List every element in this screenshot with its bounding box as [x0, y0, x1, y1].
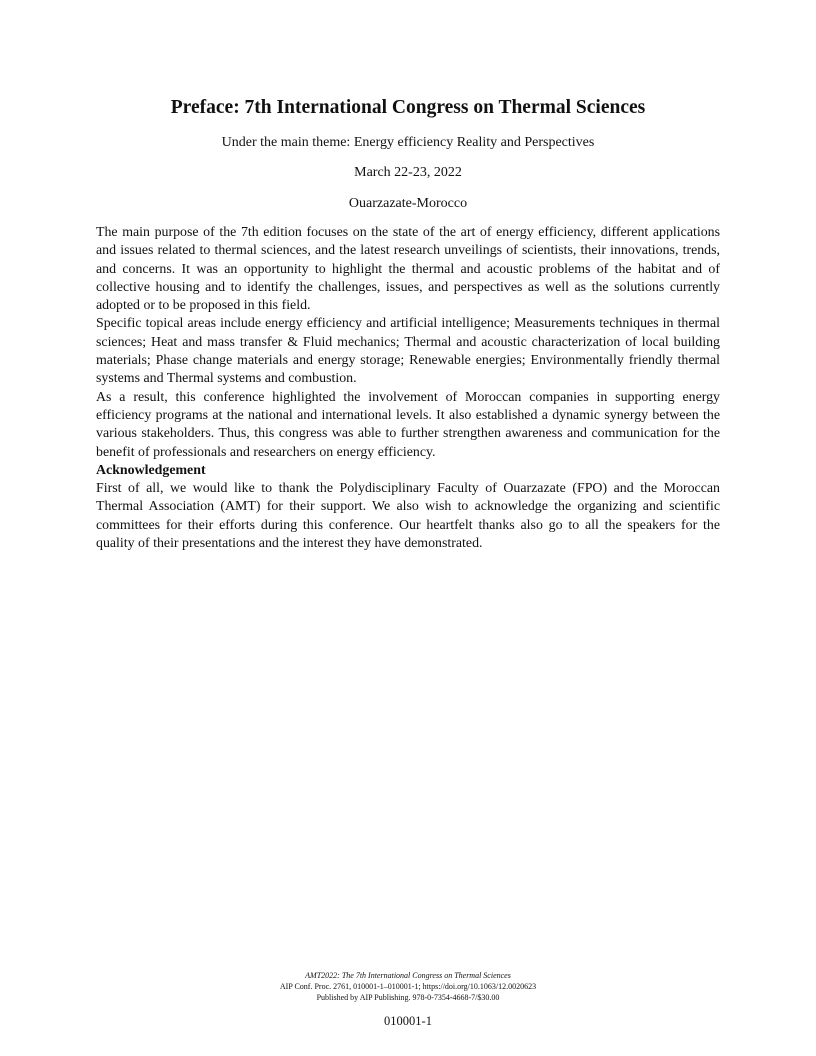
footer-proceedings: AIP Conf. Proc. 2761, 010001-1–010001-1; https://doi.org/10.1063/12.0020623	[279, 982, 537, 991]
footer-conference: AMT2022: The 7th International Congress on Thermal Sciences	[305, 971, 511, 980]
acknowledgement-text: First of all, we would like to thank the Polydisciplinary Faculty of Ouarzazate (FPO) and the Moroccan Thermal Association (AMT) for their support. We also wish to acknowledge the organizing and scientific committees for their efforts during this conference. Our heartfelt thanks also go to all the speakers for the quality of their presentations and the interest they have demonstrated.	[96, 481, 720, 552]
body-paragraph: As a result, this conference highlighted the involvement of Moroccan companies in supporting energy efficiency programs at the national and international levels. It also established a dynamic synergy between the various stakeholders. Thus, this congress was able to further strengthen awareness and communication for the benefit of professionals and researchers on energy efficiency.	[96, 389, 720, 460]
body-paragraph: Specific topical areas include energy efficiency and artificial intelligence; Measurements techniques in thermal sciences; Heat and mass transfer & Fluid mechanics; Thermal and acoustic characterization of local building materials; Phase change materials and energy storage; Renewable energies; Environmentally friendly thermal systems and Thermal systems and combustion.	[96, 316, 720, 387]
page-number: 010001-1	[384, 1014, 432, 1028]
page-title: Preface: 7th International Congress on Thermal Sciences	[170, 97, 646, 118]
footer-publisher: Published by AIP Publishing. 978-0-7354-4668-7/$30.00	[316, 993, 500, 1002]
conference-date: March 22-23, 2022	[354, 165, 462, 180]
body-paragraph: The main purpose of the 7th edition focuses on the state of the art of energy efficiency, different applications and issues related to thermal sciences, and the latest research unveilings of scientists, their innovations, trends, and concerns. It was an opportunity to highlight the thermal and acoustic problems of the habitat and of collective housing and to identify the challenges, issues, and perspectives as well as the solutions currently adopted or to be proposed in this field.	[96, 225, 720, 314]
acknowledgement-heading: Acknowledgement	[96, 462, 206, 478]
conference-theme: Under the main theme: Energy efficiency Reality and Perspectives	[221, 135, 595, 150]
footer-citation	[0, 970, 816, 1003]
conference-location: Ouarzazate-Morocco	[348, 196, 468, 211]
preface-body	[96, 224, 720, 553]
